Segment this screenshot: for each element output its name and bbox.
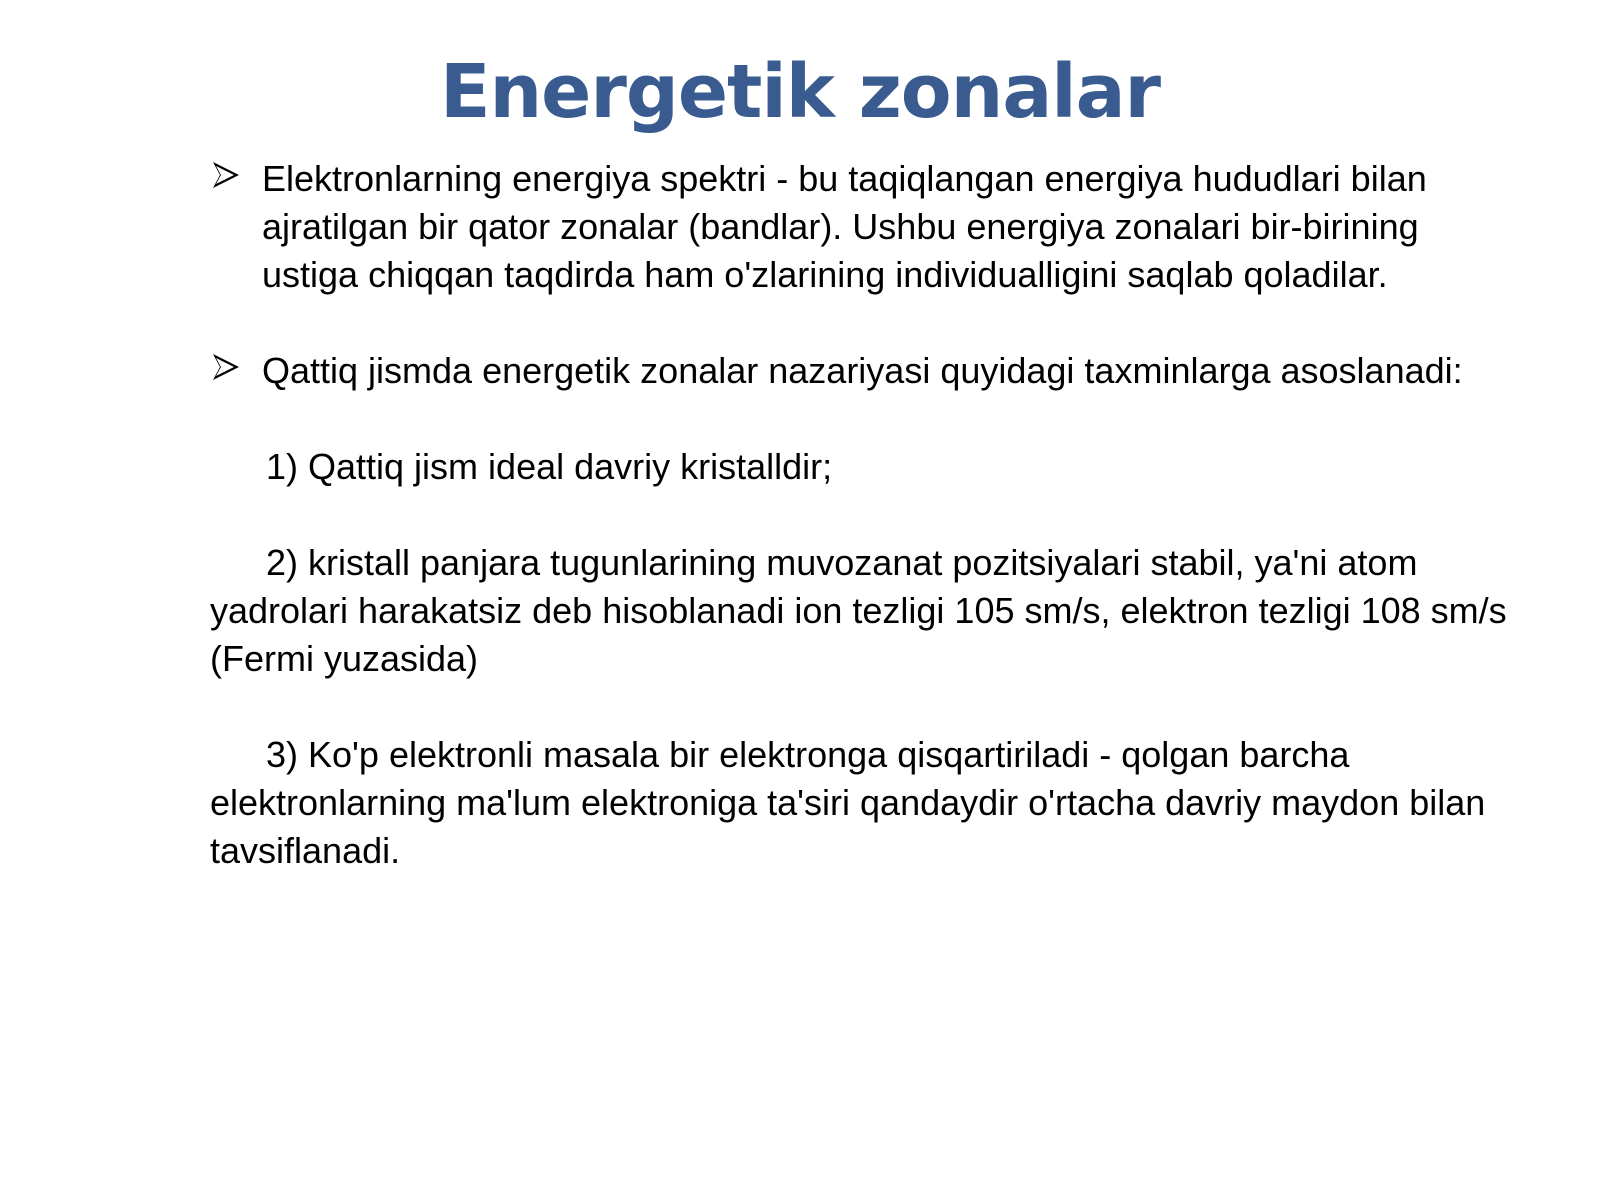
slide-title: Energetik zonalar [439,49,1161,135]
spacer [210,683,1510,731]
arrowhead-bullet-icon [210,351,242,383]
bullet-text: Elektronlarning energiya spektri - bu taqiqlangan energiya hududlari bilan ajratilgan bir qator zonalar (bandlar). Ushbu energiya zonalari bir-birining ustiga chiqqan taqdirda ham o'zlarining individualligini saqlab qoladilar. [262,158,1427,295]
assumption-item-1: 1) Qattiq jism ideal davriy kristalldir; [266,446,833,487]
assumption-item-3: 3) Ko'p elektronli masala bir elektronga qisqartiriladi - qolgan barcha elektronlarning ma'lum elektroniga ta'siri qandaydir o'rtacha davriy maydon bilan tavsiflanadi. [210,734,1486,871]
spacer [210,395,1510,443]
spacer [210,299,1510,347]
arrowhead-bullet-icon [210,159,242,191]
slide-body [210,155,1510,875]
bullet-text: Qattiq jismda energetik zonalar nazariyasi quyidagi taxminlarga asoslanadi: [262,350,1463,391]
spacer [210,491,1510,539]
bullet-item [210,347,1510,395]
bullet-item [210,155,1510,299]
assumption-item-2: 2) kristall panjara tugunlarining muvozanat pozitsiyalari stabil, ya'ni atom yadrolari harakatsiz deb hisoblanadi ion tezligi 105 sm/s, elektron tezligi 108 sm/s (Fermi yuzasida) [210,542,1507,679]
